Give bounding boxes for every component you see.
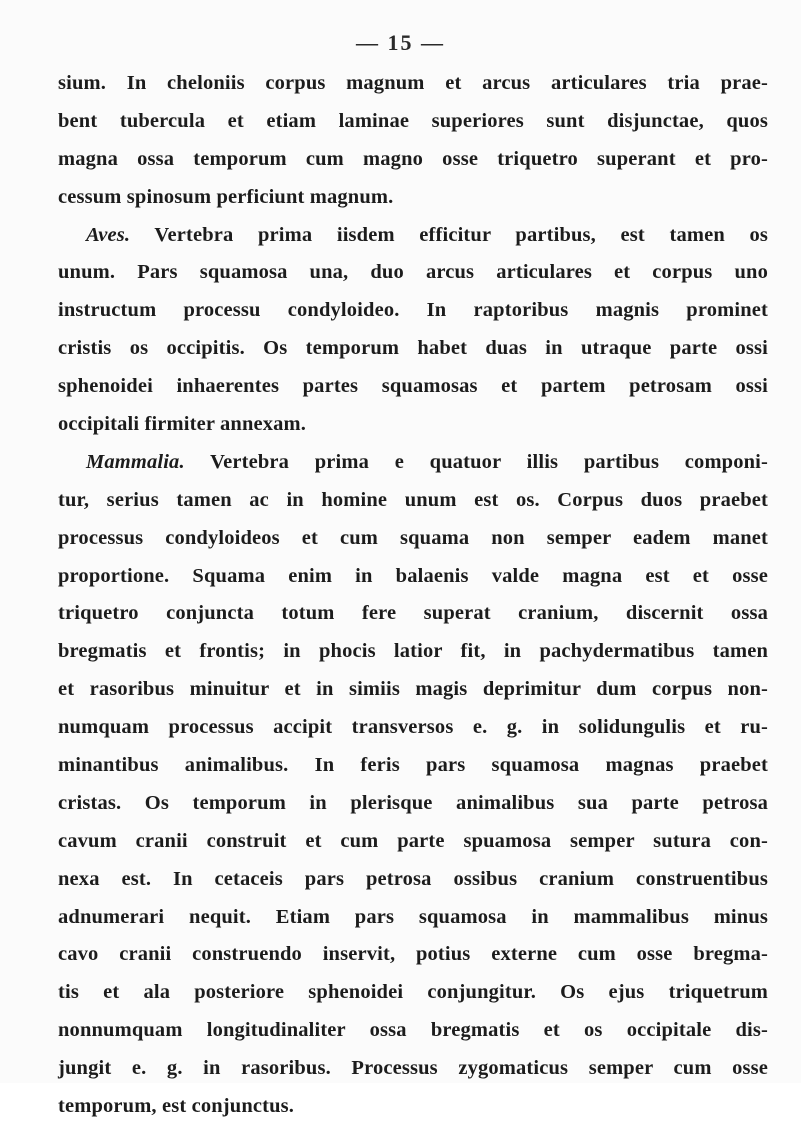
text-line: et rasoribus minuitur et in simiis magis deprimitur dum corpus non- — [58, 678, 768, 701]
text-line: cessum spinosum perficiunt magnum. — [58, 185, 394, 208]
text-line: triquetro conjuncta totum fere superat cranium, discernit ossa — [58, 602, 768, 625]
section-heading-aves: Aves. — [86, 223, 131, 246]
body-text — [58, 65, 768, 1126]
text-line: processus condyloideos et cum squama non semper eadem manet — [58, 526, 768, 549]
text-line: jungit e. g. in rasoribus. Processus zygomaticus semper cum osse — [58, 1057, 768, 1080]
text-line: tis et ala posteriore sphenoidei conjungitur. Os ejus triquetrum — [58, 981, 768, 1004]
text-line — [58, 217, 768, 255]
text-line: proportione. Squama enim in balaenis valde magna est et osse — [58, 564, 768, 587]
text-line: nonnumquam longitudinaliter ossa bregmatis et os occipitale dis- — [58, 1019, 768, 1042]
text-line: numquam processus accipit transversos e. g. in solidungulis et ru- — [58, 716, 768, 739]
text-line: adnumerari nequit. Etiam pars squamosa in mammalibus minus — [58, 905, 768, 928]
text-line: minantibus animalibus. In feris pars squamosa magnas praebet — [58, 754, 768, 777]
text-line: instructum processu condyloideo. In raptoribus magnis prominet — [58, 299, 768, 322]
text-line: bent tubercula et etiam laminae superiores sunt disjunctae, quos — [58, 109, 768, 132]
text-line: occipitali firmiter annexam. — [58, 413, 307, 436]
text-line: cavum cranii construit et cum parte spuamosa semper sutura con- — [58, 829, 768, 852]
text-line: sphenoidei inhaerentes partes squamosas et partem petrosam ossi — [58, 375, 768, 398]
text-line: cavo cranii construendo inservit, potius externe cum osse bregma- — [58, 943, 768, 966]
text-line: bregmatis et frontis; in phocis latior fit, in pachydermatibus tamen — [58, 640, 768, 663]
text-line-content: Vertebra prima iisdem efficitur partibus, est tamen os — [130, 223, 768, 246]
text-line: cristis os occipitis. Os temporum habet duas in utraque parte ossi — [58, 337, 768, 360]
text-line: magna ossa temporum cum magno osse triquetro superant et pro- — [58, 147, 768, 170]
page-number: — 15 — — [356, 30, 445, 55]
text-line: temporum, est conjunctus. — [58, 1095, 295, 1118]
text-line: nexa est. In cetaceis pars petrosa ossibus cranium construentibus — [58, 867, 768, 890]
text-line — [58, 444, 768, 482]
text-line: unum. Pars squamosa una, duo arcus articulares et corpus uno — [58, 261, 768, 284]
text-line: sium. In cheloniis corpus magnum et arcus articulares tria prae- — [58, 72, 768, 94]
text-line: cristas. Os temporum in plerisque animalibus sua parte petrosa — [58, 791, 768, 814]
section-heading-mammalia: Mammalia. — [86, 450, 185, 473]
text-line: tur, serius tamen ac in homine unum est os. Corpus duos praebet — [58, 488, 768, 511]
text-line-content: Vertebra prima e quatuor illis partibus componi- — [184, 450, 768, 473]
